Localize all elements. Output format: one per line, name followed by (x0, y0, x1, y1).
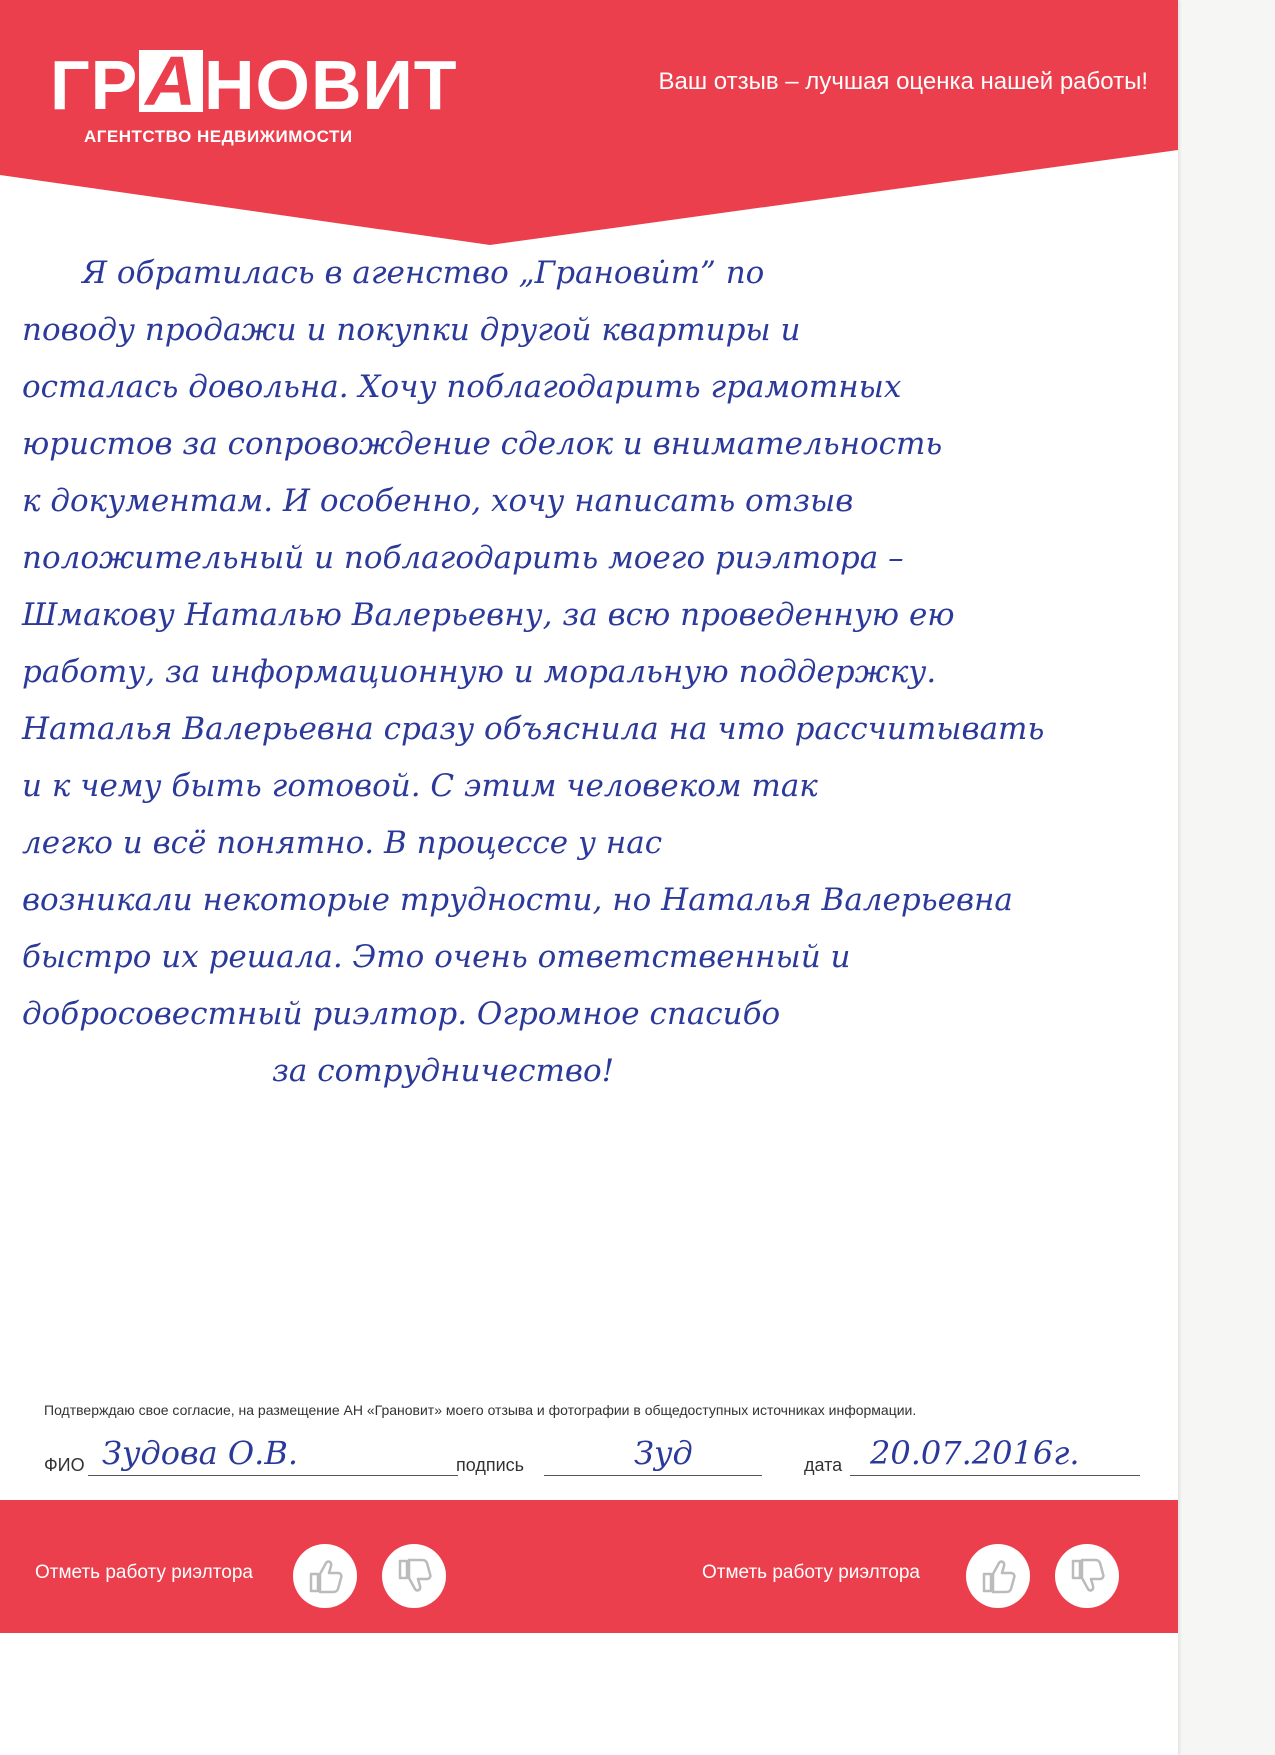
logo-prefix: ГР (50, 46, 139, 124)
handwritten-review (22, 245, 1152, 1100)
rate-realtor-label-right: Отметь работу риэлтора (702, 1562, 920, 1583)
thumbs-down-icon (1067, 1556, 1107, 1596)
thumbs-down-button-left[interactable] (382, 1544, 446, 1608)
review-line: добросовестный риэлтор. Огромное спасибо (22, 996, 781, 1032)
fio-label: ФИО (44, 1455, 85, 1475)
thumbs-down-icon (394, 1556, 434, 1596)
thumbs-up-button-right[interactable] (966, 1544, 1030, 1608)
review-line: положительный и поблагодарить моего риэлтора – (22, 540, 904, 576)
header-band (0, 0, 1178, 245)
footer-band (0, 1500, 1178, 1633)
thumbs-up-button-left[interactable] (293, 1544, 357, 1608)
logo-subtitle: АГЕНТСТВО НЕДВИЖИМОСТИ (84, 127, 353, 146)
review-line: быстро их решала. Это очень ответственный и (22, 939, 851, 975)
signature-value: Зуд (634, 1434, 693, 1472)
header-background (0, 0, 1178, 245)
review-line: работу, за информационную и моральную поддержку. (22, 654, 937, 690)
date-value: 20.07.2016г. (870, 1434, 1080, 1472)
header-slogan: Ваш отзыв – лучшая оценка нашей работы! (658, 68, 1148, 95)
review-line: к документам. И особенно, хочу написать отзыв (22, 483, 854, 519)
review-line: и к чему быть готовой. С этим человеком так (22, 768, 818, 804)
review-line: возникали некоторые трудности, но Наталья Валерьевна (22, 882, 1013, 918)
logo-boxed-letter: А (139, 50, 203, 112)
rate-realtor-label-left: Отметь работу риэлтора (35, 1562, 253, 1583)
review-line: юристов за сопровождение сделок и внимательность (22, 426, 943, 462)
date-label: дата (804, 1455, 843, 1475)
logo-suffix: НОВИТ (203, 46, 458, 124)
review-line: Я обратилась в агенство „Гранови̇т” по (82, 255, 765, 291)
company-logo (50, 42, 458, 124)
review-line: Наталья Валерьевна сразу объяснила на что рассчитывать (22, 711, 1045, 747)
signature-label: подпись (456, 1455, 525, 1475)
review-line: поводу продажи и покупки другой квартиры и (22, 312, 801, 348)
review-line: легко и всё понятно. В процессе у нас (22, 825, 663, 861)
signature-fields (44, 1434, 1144, 1482)
fio-value: Зудова О.В. (102, 1434, 299, 1472)
review-line: осталась довольна. Хочу поблагодарить грамотных (22, 369, 902, 405)
consent-text: Подтверждаю свое согласие, на размещение АН «Грановит» моего отзыва и фотографии в общедоступных источниках информации. (44, 1402, 917, 1418)
review-line: Шмакову Наталью Валерьевну, за всю проведенную ею (22, 597, 955, 633)
thumbs-up-icon (978, 1556, 1018, 1596)
thumbs-down-button-right[interactable] (1055, 1544, 1119, 1608)
thumbs-up-icon (305, 1556, 345, 1596)
review-line: за сотрудничество! (272, 1053, 615, 1089)
